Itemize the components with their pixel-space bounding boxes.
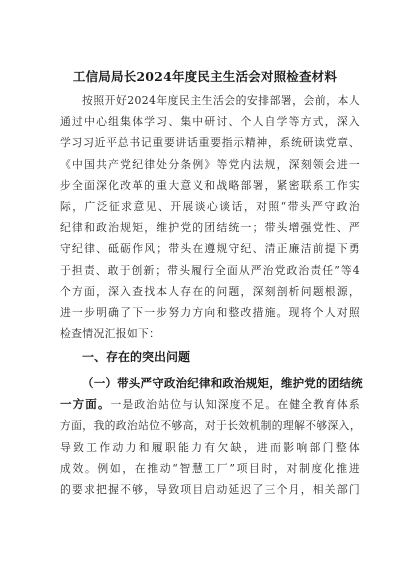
subheading-line: （一）带头严守政治纪律和政治规矩，维护党的团结统: [82, 376, 363, 390]
intro-paragraph: [60, 90, 360, 344]
body-line: 方面，我的政治站位不够高，对于长效机制的理解不够深入，: [60, 419, 361, 433]
intro-line: 进一步明确了下一步努力方向和整改措施。现将个人对照: [60, 305, 360, 319]
document-title: 工信局局长2024年度民主生活会对照检查材料: [72, 69, 338, 84]
body-line: 成效。例如，在推动“智慧工厂”项目时，对制度化推进: [60, 461, 360, 475]
body-line: [60, 394, 360, 415]
body-text-run: 一是政治站位与认知深度不足。在健全教育体系: [110, 398, 360, 412]
intro-line: 纪律和政治规矩，维护党的团结统一；带头增强党性、严: [60, 221, 360, 235]
intro-line: 通过中心组集体学习、集中研讨、个人自学等方式，深入: [60, 115, 360, 129]
subheading-continuation: 一方面。: [60, 397, 111, 412]
intro-line: 守纪律、砥砺作风；带头在遵规守纪、清正廉洁前提下勇: [60, 242, 360, 256]
intro-line: 个方面，深入查找本人存在的问题，深刻剖析问题根源，: [60, 284, 360, 298]
intro-line: 际，广泛征求意见、开展谈心谈话，对照“带头严守政治: [60, 199, 360, 213]
intro-line: 《中国共产党纪律处分条例》等党内法规，深刻领会进一: [60, 157, 360, 171]
intro-line: 检查情况汇报如下：: [60, 327, 161, 341]
body-line: 导致工作动力和履职能力有欠缺，进而影响部门整体: [60, 440, 360, 454]
intro-line: 学习习近平总书记重要讲话重要指示精神，系统研读党章、: [60, 136, 360, 150]
intro-line: 按照开好2024年度民主生活会的安排部署，会前，本人: [82, 94, 360, 107]
intro-line: 于担责、敢于创新；带头履行全面从严治党政治责任”等4: [60, 263, 360, 277]
body-paragraph: [60, 373, 363, 521]
intro-line: 步全面深化改革的重大意义和战略部署，紧密联系工作实: [60, 178, 360, 192]
body-line: [60, 500, 360, 521]
section-heading: 一、存在的突出问题: [82, 350, 191, 364]
body-line: 的要求把握不够，导致项目启动延迟了三个月，相关部门: [60, 482, 360, 496]
